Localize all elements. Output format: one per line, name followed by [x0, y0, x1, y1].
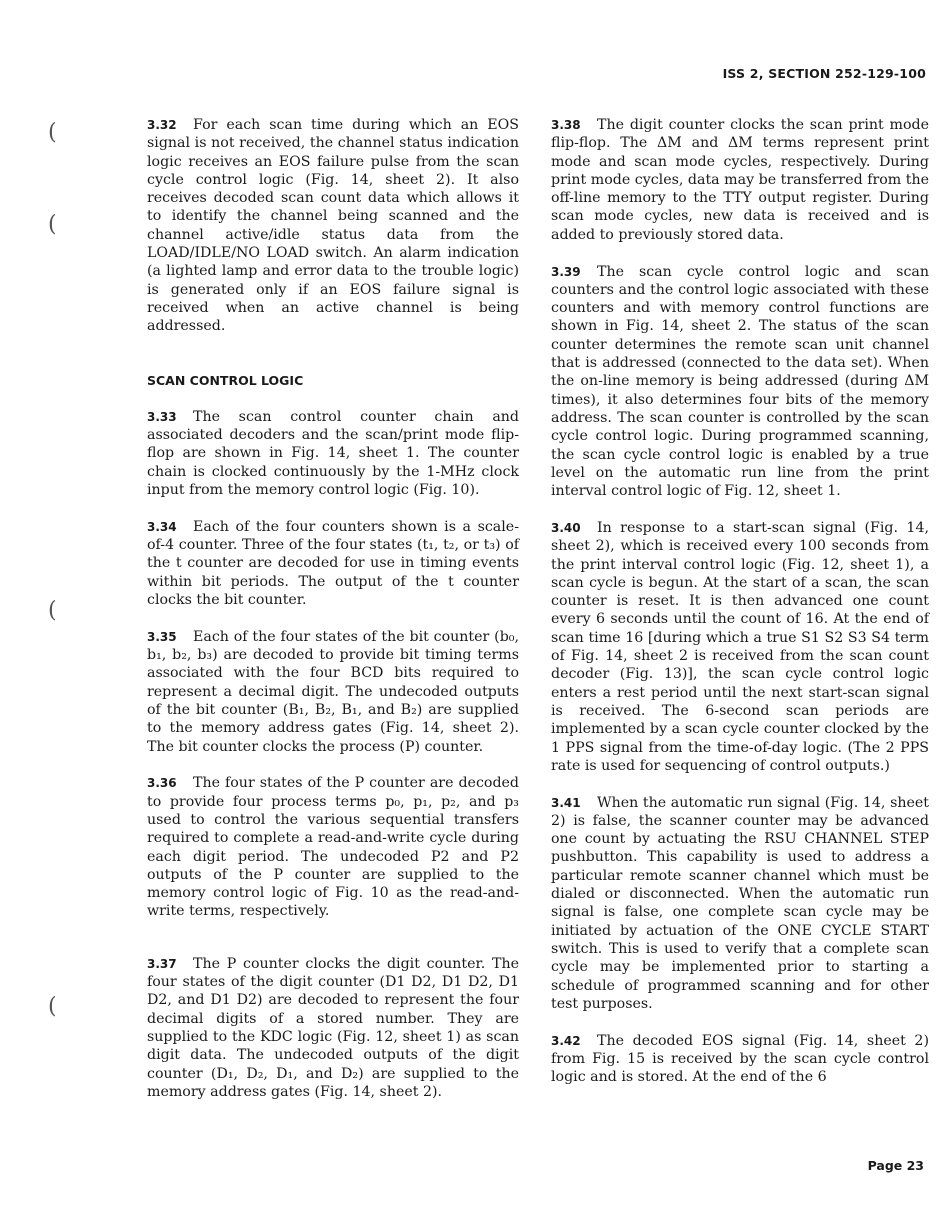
paragraph-3-38	[551, 116, 929, 244]
paragraph-3-35	[147, 628, 519, 756]
paragraph-number: 3.34	[147, 519, 177, 534]
paragraph-number: 3.41	[551, 795, 581, 810]
paragraph-3-33	[147, 408, 519, 499]
paragraph-number: 3.42	[551, 1033, 581, 1048]
left-column	[147, 116, 519, 1120]
paragraph-text: Each of the four counters shown is a scale-of-4 counter. Three of the four states (t₁, t₂, or t₃) of the t counter are decoded for use in timing events within bit periods. The output of the t counter clocks the bit counter.	[147, 518, 519, 609]
paragraph-number: 3.37	[147, 956, 177, 971]
section-heading: SCAN CONTROL LOGIC	[147, 372, 304, 388]
paragraph-text: The decoded EOS signal (Fig. 14, sheet 2) from Fig. 15 is received by the scan cycle control logic and is stored. At the end of the 6	[551, 1032, 929, 1086]
paragraph-number: 3.38	[551, 118, 581, 132]
paragraph-text: Each of the four states of the bit counter (b₀, b₁, b₂, b₃) are decoded to provide bit timing terms associated with the four BCD bits required to represent a decimal digit. The undecoded outputs of the bit counter (B₁, B₂, B₁, and B₂) are supplied to the memory address gates (Fig. 14, sheet 2). The bit counter clocks the process (P) counter.	[147, 628, 519, 755]
paragraph-3-41	[551, 794, 929, 1014]
paragraph-3-34	[147, 518, 519, 609]
paragraph-text: The scan control counter chain and associated decoders and the scan/print mode flip-flop are shown in Fig. 14, sheet 1. The counter chain is clocked continuously by the 1-MHz clock input from the memory control logic (Fig. 10).	[147, 408, 519, 499]
paragraph-3-42	[551, 1032, 929, 1087]
page-number: Page 23	[867, 1158, 924, 1173]
paragraph-number: 3.33	[147, 409, 177, 424]
paragraph-number: 3.35	[147, 629, 177, 644]
paragraph-number: 3.40	[551, 520, 581, 535]
margin-mark: (	[48, 212, 57, 237]
margin-mark: (	[48, 994, 57, 1019]
paragraph-text: The P counter clocks the digit counter. The four states of the digit counter (D1 D2, D1 D2, D1 D2, and D1 D2) are decoded to represent the four decimal digits of a stored number. They are supplied to the KDC logic (Fig. 12, sheet 1) as scan digit data. The undecoded outputs of the digit counter (D₁, D₂, D₁, and D₂) are supplied to the memory address gates (Fig. 14, sheet 2).	[147, 955, 519, 1100]
paragraph-number: 3.36	[147, 776, 177, 791]
paragraph-text: For each scan time during which an EOS signal is not received, the channel status indication logic receives an EOS failure pulse from the scan cycle control logic (Fig. 14, sheet 2). It also receives decoded scan count data which allows it to identify the channel being scanned and the channel active/idle status data from the LOAD/IDLE/NO LOAD switch. An alarm indication (a lighted lamp and error data to the trouble logic) is generated only if an EOS failure signal is received when an active channel is being addressed.	[147, 117, 519, 335]
paragraph-3-32	[147, 116, 519, 336]
margin-mark: (	[48, 120, 57, 145]
paragraph-3-40	[551, 519, 929, 775]
paragraph-text: The four states of the P counter are decoded to provide four process terms p₀, p₁, p₂, and p₃ used to control the various sequential transfers required to complete a read-and-write cycle during each digit period. The undecoded P2 and P2 outputs of the P counter are supplied to the memory control logic of Fig. 10 as the read-and-write terms, respectively.	[147, 775, 519, 920]
paragraph-3-39	[551, 263, 929, 501]
paragraph-text: In response to a start-scan signal (Fig. 14, sheet 2), which is received every 100 seconds from the print interval control logic (Fig. 12, sheet 1), a scan cycle is begun. At the start of a scan, the scan counter is reset. It is then advanced one count every 6 seconds until the count of 16. At the end of scan time 16 [during which a true S1 S2 S3 S4 term of Fig. 14, sheet 2 is received from the scan count decoder (Fig. 13)], the scan cycle control logic enters a rest period until the next start-scan signal is received. The 6-second scan periods are implemented by a scan cycle counter clocked by the 1 PPS signal from the time-of-day logic. (The 2 PPS rate is used for sequencing of control outputs.)	[551, 519, 929, 774]
right-column	[551, 116, 929, 1105]
paragraph-text: When the automatic run signal (Fig. 14, sheet 2) is false, the scanner counter may be advanced one count by actuating the RSU CHANNEL STEP pushbutton. This capability is used to address a particular remote scanner channel which must be dialed or disconnected. When the automatic run signal is false, one complete scan cycle may be initiated by actuation of the ONE CYCLE START switch. This is used to verify that a complete scan cycle may be implemented prior to starting a schedule of programmed scanning and for other test purposes.	[551, 794, 929, 1012]
margin-mark: (	[48, 598, 57, 623]
paragraph-3-36	[147, 774, 519, 920]
paragraph-number: 3.32	[147, 118, 177, 132]
paragraph-3-37	[147, 955, 519, 1101]
paragraph-text: The scan cycle control logic and scan counters and the control logic associated with these counters and with memory control functions are shown in Fig. 14, sheet 2. The status of the scan counter determines the remote scan unit channel that is addressed (connected to the data set). When the on-line memory is being addressed (during ΔM times), it also determines four bits of the memory address. The scan counter is controlled by the scan cycle control logic. During programmed scanning, the scan cycle control logic is enabled by a true level on the automatic run line from the print interval control logic of Fig. 12, sheet 1.	[551, 263, 929, 500]
paragraph-number: 3.39	[551, 264, 581, 279]
page-header: ISS 2, SECTION 252-129-100	[722, 66, 926, 81]
paragraph-text: The digit counter clocks the scan print mode flip-flop. The ΔM and ΔM terms represent print mode and scan mode cycles, respectively. During print mode cycles, data may be transferred from the off-line memory to the TTY output register. During scan mode cycles, new data is received and is added to previously stored data.	[551, 117, 929, 243]
